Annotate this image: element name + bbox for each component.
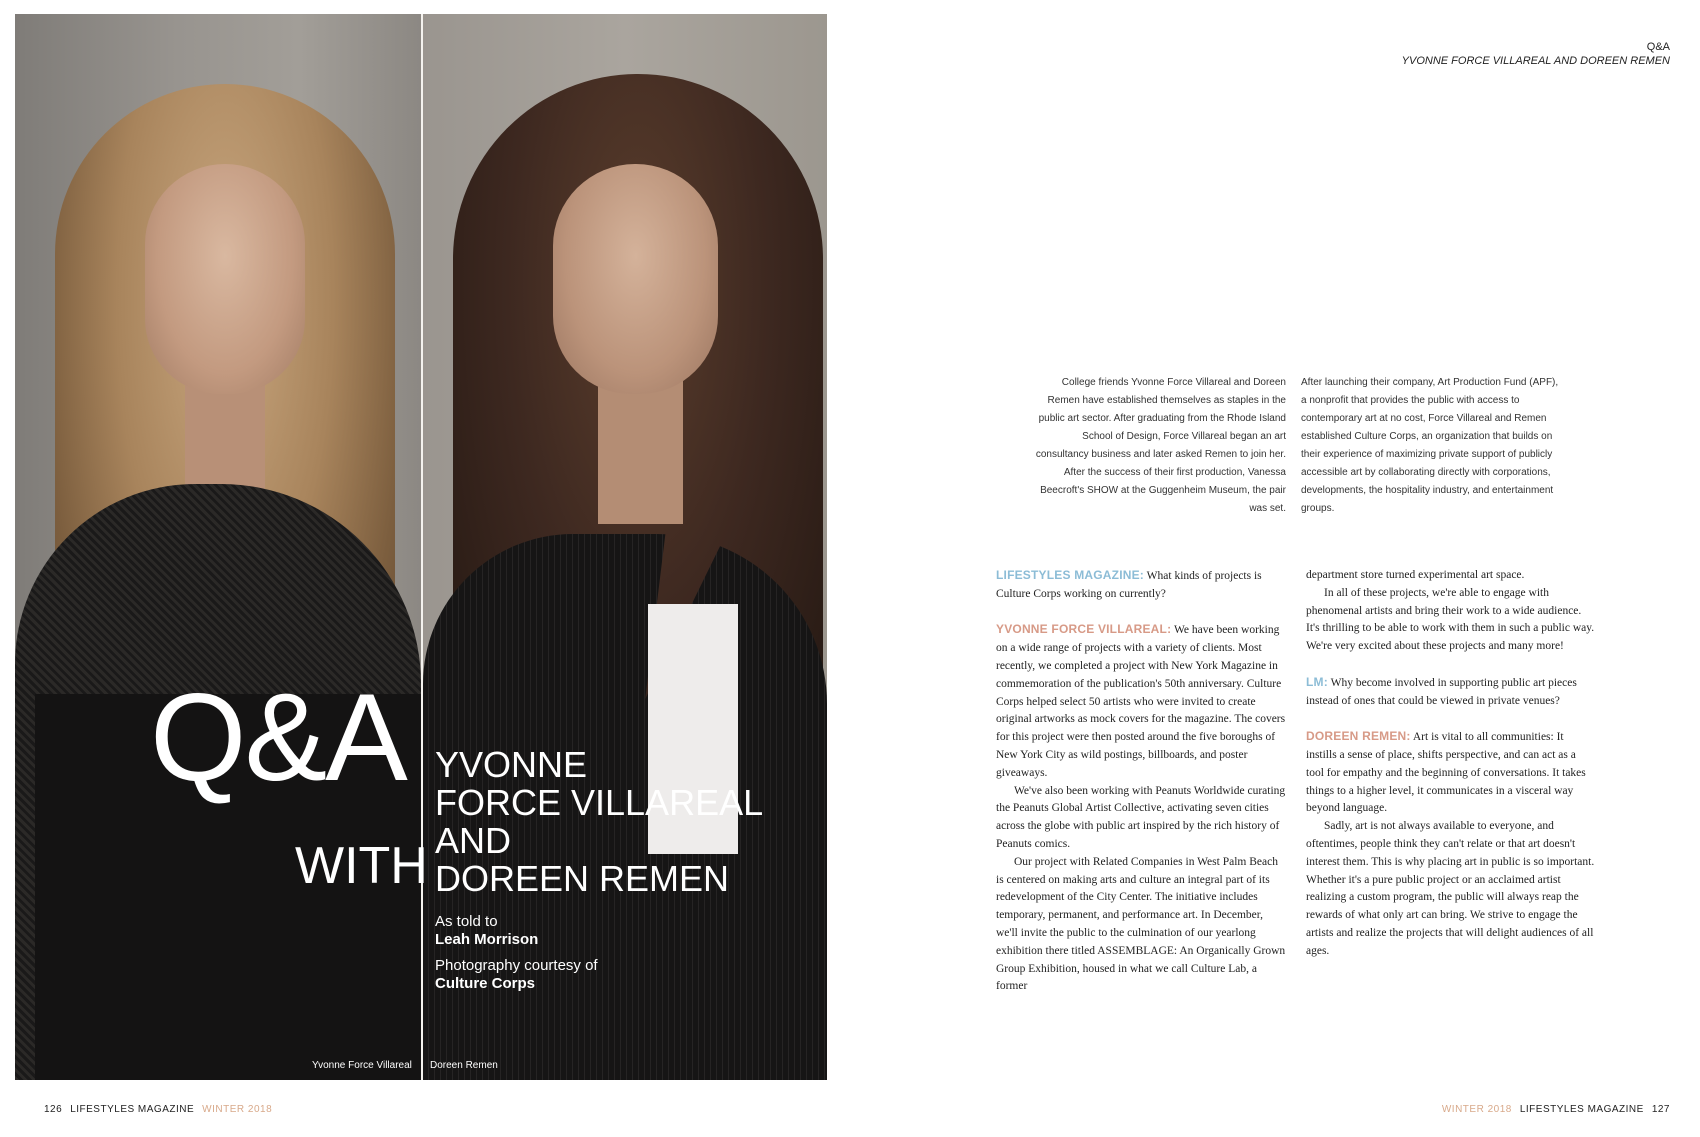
magazine-name: LIFESTYLES MAGAZINE [70, 1104, 195, 1115]
portrait-yvonne [15, 14, 421, 1080]
issue-season: WINTER 2018 [202, 1104, 273, 1115]
issue-season: WINTER 2018 [1441, 1104, 1512, 1115]
caption-right: Doreen Remen [430, 1060, 498, 1071]
photo-credit-name: Culture Corps [435, 975, 536, 992]
caption-left: Yvonne Force Villareal [312, 1060, 412, 1071]
cover-photo [15, 14, 827, 1080]
intro-paragraph-left: College friends Yvonne Force Villareal and Doreen Remen have established themselves as staples in the public art sector. After graduating from the Rhode Island School of Design, Force Villareal began an art consultancy business and later asked Remen to join her. After the success of their first production, Vanessa Beecroft's SHOW at the Guggenheim Museum, the pair was set. [1035, 377, 1286, 514]
answer-paragraph: department store turned experimental art space. [1306, 569, 1525, 581]
title-qa: Q&A [150, 669, 406, 807]
body-column-1 [996, 567, 1286, 996]
section-label: Q&A [1646, 41, 1670, 53]
answer-paragraph: Sadly, art is not always available to everyone, and oftentimes, people think they can't relate or that art doesn't interest them. This is why placing art in public is so important. Whether it's a pure public project or an acclaimed artist realizing a custom program, the public will always reap the rewards of what only art can bring. We strive to engage the artists and realize the projects that will delight audiences of all ages. [1306, 820, 1595, 957]
article-credits [435, 913, 598, 993]
page-number: 126 [44, 1104, 63, 1115]
answer-paragraph: In all of these projects, we're able to engage with phenomenal artists and bring their work to a wide audience. It's thrilling to be able to work with them in such a public way. We're very excited about these projects and many more! [1306, 586, 1595, 653]
question-2: LM: Why become involved in supporting public art pieces instead of ones that could be viewed in private venues? [1306, 674, 1577, 707]
answer-2: DOREEN REMEN: Art is vital to all communities: It instills a sense of place, shifts perspective, and can act as a tool for empathy and the beginning of conversations. It takes things to a higher level, it communicates in a visceral way beyond language. [1306, 729, 1586, 815]
title-name-line: AND [435, 820, 512, 861]
told-to-name: Leah Morrison [435, 931, 539, 948]
title-names [435, 746, 763, 898]
running-head-subjects: YVONNE FORCE VILLAREAL AND DOREEN REMEN [1401, 55, 1670, 67]
speaker-label: LIFESTYLES MAGAZINE: [996, 568, 1144, 582]
title-name-line: FORCE VILLAREAL [435, 782, 764, 823]
body-column-2 [1306, 567, 1596, 961]
told-to-label: As told to [435, 913, 498, 930]
speaker-label: LM: [1306, 674, 1328, 689]
title-name-line: DOREEN REMEN [435, 858, 730, 899]
photo-credit-label: Photography courtesy of [435, 957, 598, 974]
footer-right [1442, 1104, 1670, 1115]
answer-1: YVONNE FORCE VILLAREAL: We have been working on a wide range of projects with a variety of clients. Most recently, we completed a project with New York Magazine in commemoration of the publication's 50th anniversary. Culture Corps helped select 50 artists who were invited to create original artworks as mock covers for the magazine. The covers for this project were then posted around the five boroughs of New York City as wild postings, billboards, and poster giveaways. [996, 622, 1286, 779]
intro-paragraph-right: After launching their company, Art Production Fund (APF), a nonprofit that provides the public with access to contemporary art at no cost, Force Villareal and Remen established Culture Corps, an organization that builds on their experience of maximizing private support of publicly accessible art by collaborating directly with corporations, developments, the hospitality industry, and entertainment groups. [1301, 377, 1559, 514]
footer-left [44, 1104, 272, 1115]
title-name-line: YVONNE [435, 744, 588, 785]
page-number: 127 [1651, 1104, 1670, 1115]
speaker-label: DOREEN REMEN: [1306, 729, 1411, 744]
title-with: WITH [295, 837, 428, 895]
magazine-name: LIFESTYLES MAGAZINE [1519, 1104, 1644, 1115]
answer-paragraph: Our project with Related Companies in West Palm Beach is centered on making arts and culture an integral part of its redevelopment of the City Center. The initiative includes temporary, permanent, and performance art. In December, we'll invite the public to the culmination of our yearlong exhibition there titled ASSEMBLAGE: An Organically Grown Group Exhibition, housed in what we call Culture Lab, a former [996, 855, 1286, 993]
running-head [1402, 40, 1670, 68]
question-1: LIFESTYLES MAGAZINE: What kinds of projects is Culture Corps working on currently? [996, 568, 1262, 600]
answer-paragraph: We've also been working with Peanuts Worldwide curating the Peanuts Global Artist Collective, activating seven cities across the globe with public art inspired by the rich history of Peanuts comics. [996, 784, 1286, 850]
speaker-label: YVONNE FORCE VILLAREAL: [996, 622, 1172, 637]
